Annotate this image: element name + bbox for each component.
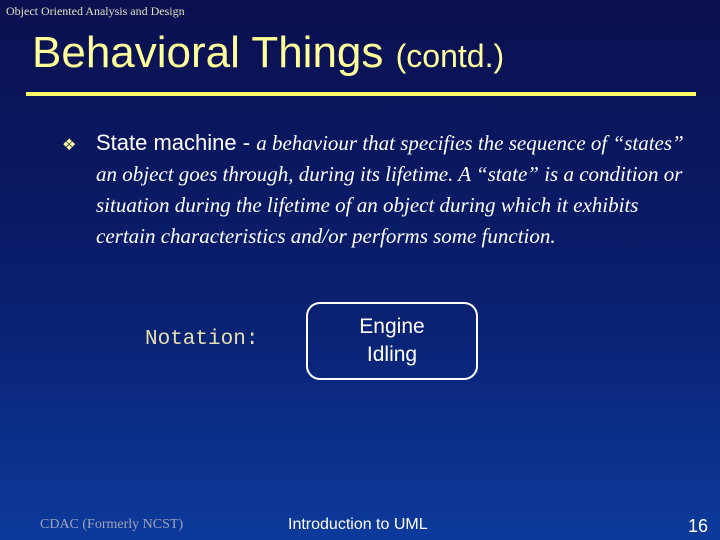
bullet-state-machine — [96, 128, 696, 253]
bullet-description: a behaviour that specifies the sequence of “states” an object goes through, during its lifetime. A “state” is a condition or situation during the lifetime of an object during which it exhibits certain characteristics and/or performs some function. — [96, 131, 684, 248]
slide-title-main: Behavioral Things — [32, 28, 384, 77]
title-underline — [26, 92, 696, 96]
bullet-term: State machine - — [96, 130, 257, 155]
bullet-diamond-icon: ❖ — [62, 137, 77, 154]
course-header: Object Oriented Analysis and Design — [6, 4, 185, 18]
state-label — [359, 313, 424, 369]
state-label-line2: Idling — [366, 343, 418, 366]
state-label-line1: Engine — [359, 315, 425, 338]
slide-title-suffix: (contd.) — [395, 38, 505, 74]
slide-title — [32, 28, 504, 78]
footer-organization: CDAC (Formerly NCST) — [40, 517, 184, 532]
page-number: 16 — [688, 516, 709, 536]
notation-label: Notation: — [145, 328, 259, 351]
footer-topic: Introduction to UML — [288, 516, 428, 533]
state-notation-box — [306, 302, 478, 380]
